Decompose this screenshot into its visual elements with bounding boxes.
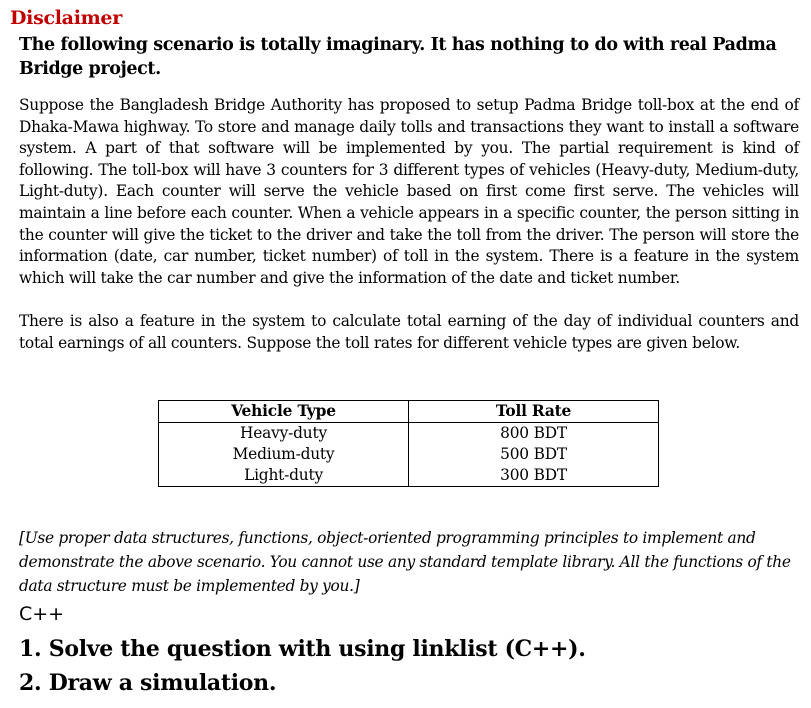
table-row [159,465,659,487]
task-item-1: 1. Solve the question with using linklist (C++). [19,636,586,662]
cell-vehicle-type: Light-duty [159,465,409,487]
cell-toll-rate: 800 BDT [409,423,659,445]
disclaimer-heading: Disclaimer [10,7,122,29]
table-header-row [159,401,659,423]
cell-toll-rate: 500 BDT [409,444,659,465]
header-toll-rate: Toll Rate [409,401,659,423]
scenario-paragraph-2: There is also a feature in the system to calculate total earning of the day of individual counters and total earnings of all counters. Suppose the toll rates for different vehicle types are given below. [19,312,799,352]
implementation-instructions: [Use proper data structures, functions, object-oriented programming principles to implement and demonstrate the above scenario. You cannot use any standard template library. All the functions of the data structure must be implemented by you.] [19,529,791,595]
cell-toll-rate: 300 BDT [409,465,659,487]
language-label: C++ [19,603,65,625]
cell-vehicle-type: Medium-duty [159,444,409,465]
toll-rate-table [158,400,659,487]
header-vehicle-type: Vehicle Type [159,401,409,423]
task-item-2: 2. Draw a simulation. [19,670,277,696]
table-row [159,423,659,445]
cell-vehicle-type: Heavy-duty [159,423,409,445]
table-row [159,444,659,465]
disclaimer-text: The following scenario is totally imaginary. It has nothing to do with real Padma Bridge project. [19,35,777,79]
scenario-paragraph-1: Suppose the Bangladesh Bridge Authority has proposed to setup Padma Bridge toll-box at the end of Dhaka-Mawa highway. To store and manage daily tolls and transactions they want to install a software system. A part of that software will be implemented by you. The partial requirement is kind of following. The toll-box will have 3 counters for 3 different types of vehicles (Heavy-duty, Medium-duty, Light-duty). Each counter will serve the vehicle based on first come first serve. The vehicles will maintain a line before each counter. When a vehicle appears in a specific counter, the person sitting in the counter will give the ticket to the driver and take the toll from the driver. The person will store the information (date, car number, ticket number) of toll in the system. There is a feature in the system which will take the car number and give the information of the date and ticket number. [19,96,799,287]
